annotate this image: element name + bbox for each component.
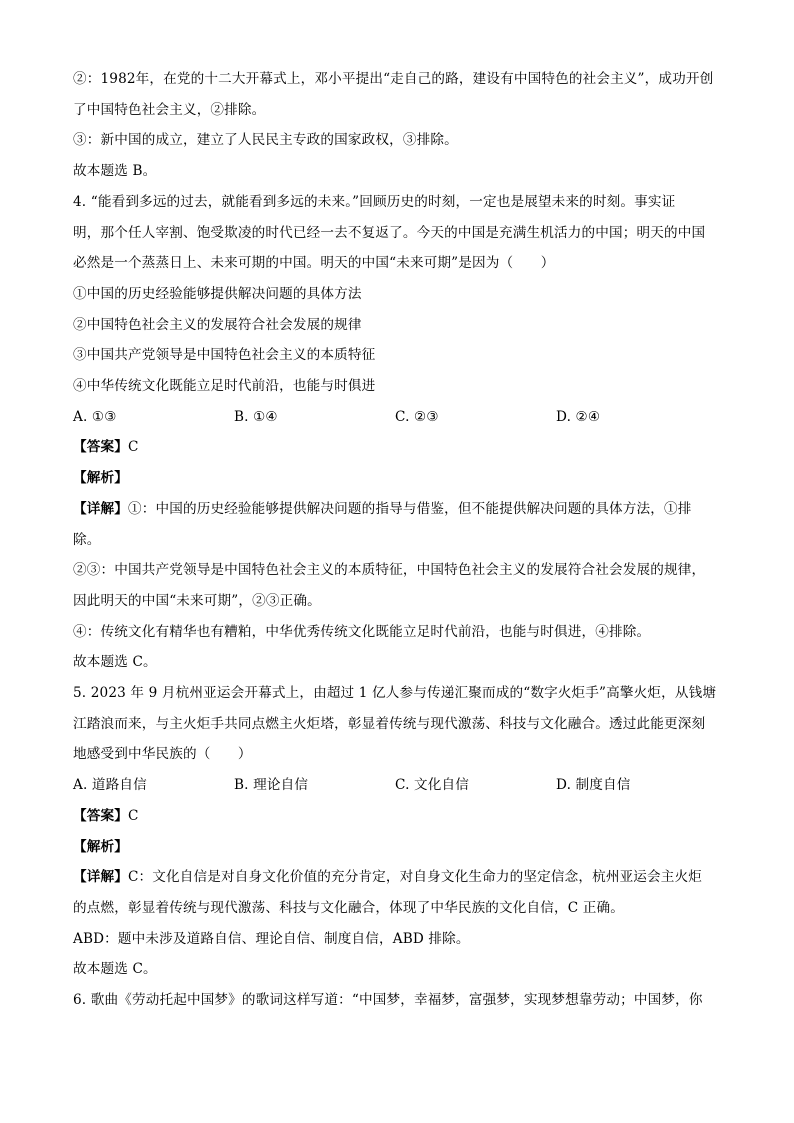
q5-detail-line-2: 的点燃，彰显着传统与现代激荡、科技与文化融合，体现了中华民族的文化自信，C 正确。 [73,899,625,916]
question-6 [73,985,723,1016]
q4-detail-line-5: ④：传统文化有精华也有糟粕，中华优秀传统文化既能立足时代前沿，也能与时俱进，④排除。 [73,623,651,640]
q4-item-2: ②中国特色社会主义的发展符合社会发展的规律 [73,316,362,333]
q5-stem-line-3: 地感受到中华民族的（ ） [73,746,252,763]
q4-item-4: ④中华传统文化既能立足时代前沿，也能与时俱进 [73,378,376,395]
q4-answer: C [127,439,139,456]
q5-answer: C [127,807,139,824]
q5-answer-line [73,801,723,832]
q4-stem-line-3: 必然是一个蒸蒸日上、未来可期的中国。明天的中国“未来可期”是因为（ ） [73,255,555,272]
q5-detail-line-1 [73,862,723,893]
question-4 [73,187,723,678]
q5-detail-tag: 【详解】 [73,869,128,886]
q5-conclusion: 故本题选 C。 [73,961,157,978]
q4-item-1: ①中国的历史经验能够提供解决问题的具体方法 [73,285,362,302]
q4-options [73,402,723,433]
prev-analysis-line-2: 了中国特色社会主义，②排除。 [73,101,266,118]
prev-analysis-line-1: ②：1982年，在党的十二大开幕式上，邓小平提出“走自己的路，建设有中国特色的社会主义”，成功开创 [73,71,714,87]
q4-detail-line-3: ②③：中国共产党领导是中国特色社会主义的本质特征，中国特色社会主义的发展符合社会发展的规律， [73,562,706,579]
q4-answer-line [73,432,723,463]
prev-analysis-line-3: ③：新中国的成立，建立了人民民主专政的国家政权，③排除。 [73,132,458,149]
q4-detail-tag: 【详解】 [73,500,128,517]
q4-answer-tag: 【答案】 [73,439,128,456]
q4-analysis-tag: 【解析】 [73,470,128,487]
q5-analysis-line [73,832,723,863]
q5-stem-line-1: 5. 2023 年 9 月杭州亚运会开幕式上，由超过 1 亿人参与传递汇聚而成的“数字火炬手”高擎火炬，从钱塘 [73,685,717,702]
q5-analysis-tag: 【解析】 [73,838,128,855]
q5-options [73,770,723,801]
q4-analysis-line [73,463,723,494]
q4-detail-line-2: 除。 [73,531,101,548]
page-content [73,64,723,1016]
prev-conclusion: 故本题选 B。 [73,163,157,180]
q4-item-3: ③中国共产党领导是中国特色社会主义的本质特征 [73,347,376,364]
q5-option-d: D. 制度自信 [556,777,631,794]
q4-option-a: A. ①③ [73,408,117,425]
q5-option-a: A. 道路自信 [73,777,147,794]
q4-detail-line-4: 因此明天的中国“未来可期”，②③正确。 [73,592,321,609]
q4-option-d: D. ②④ [556,408,601,425]
q5-option-c: C. 文化自信 [395,777,469,794]
q4-conclusion: 故本题选 C。 [73,654,157,671]
q4-detail-text-1: ①：中国的历史经验能够提供解决问题的指导与借鉴，但不能提供解决问题的具体方法，①排 [127,500,692,517]
q4-stem-line-1: 4. “能看到多远的过去，就能看到多远的未来。”回顾历史的时刻，一定也是展望未来的时刻。事实证 [73,193,676,210]
q4-stem-line-2: 明，那个任人宰割、饱受欺凌的时代已经一去不复返了。今天的中国是充满生机活力的中国；明天的中国 [73,224,706,241]
q4-option-b: B. ①④ [234,408,278,425]
q5-stem-line-2: 江踏浪而来，与主火炬手共同点燃主火炬塔，彰显着传统与现代激荡、科技与文化融合。透过此能更深刻 [73,715,706,732]
q6-stem-line-1: 6. 歌曲《劳动托起中国梦》的歌词这样写道：“中国梦，幸福梦，富强梦，实现梦想靠劳动；中国梦，你 [73,992,703,1009]
question-5 [73,678,723,985]
q5-detail-line-3: ABD：题中未涉及道路自信、理论自信、制度自信，ABD 排除。 [73,930,470,947]
q4-detail-line-1 [73,494,723,525]
q4-option-c: C. ②③ [395,408,439,425]
q5-detail-text-1: C：文化自信是对自身文化价值的充分肯定，对自身文化生命力的坚定信念，杭州亚运会主火炬 [127,869,703,886]
q5-answer-tag: 【答案】 [73,807,128,824]
q5-option-b: B. 理论自信 [234,777,309,794]
